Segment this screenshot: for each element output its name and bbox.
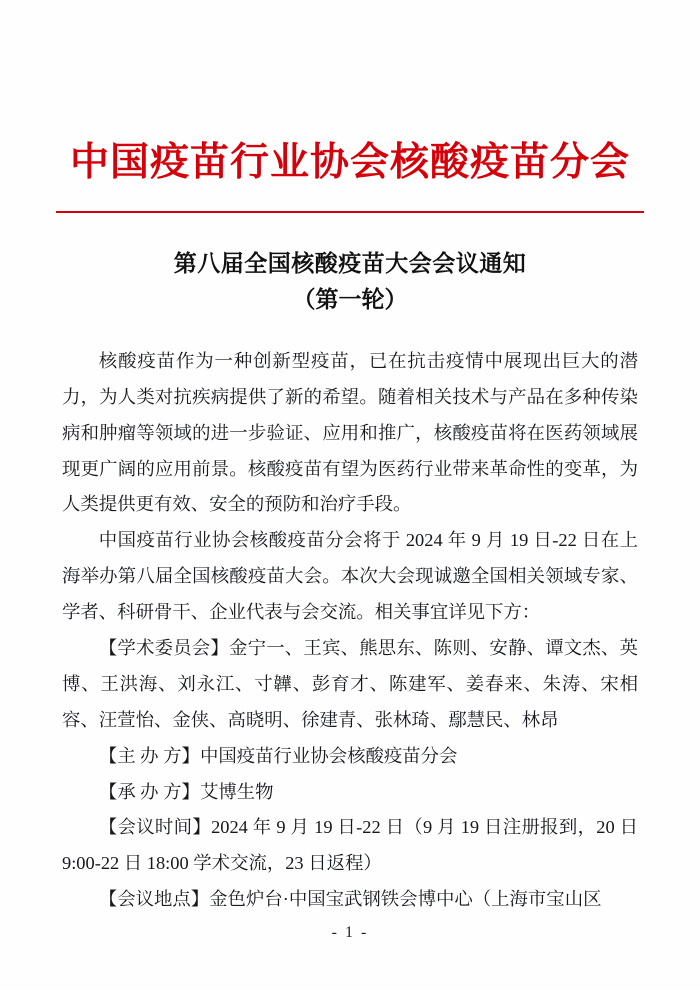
field-academic-committee <box>62 631 638 739</box>
field-value-co-organizer: 艾博生物 <box>199 781 274 802</box>
field-meeting-time <box>62 810 638 882</box>
field-value-meeting-venue: 金色炉台·中国宝武钢铁会博中心（上海市宝山区 <box>209 889 602 910</box>
page-subtitle: （第一轮） <box>292 287 408 313</box>
field-label-academic-committee: 【学术委员会】 <box>98 637 229 658</box>
letterhead-organization: 中国疫苗行业协会核酸疫苗分会 <box>69 139 630 185</box>
page-number: - 1 - <box>331 924 369 941</box>
field-value-meeting-time: 2024 年 9 月 19 日-22 日（9 月 19 日注册报到，20 日 9:00-22 日 18:00 学术交流，23 日返程） <box>62 817 638 874</box>
field-label-organizer: 【主 办 方】 <box>98 745 200 766</box>
field-value-academic-committee: 金宁一、王宾、熊思东、陈则、安静、谭文杰、英博、王洪海、刘永江、寸韡、彭育才、陈建军、姜春来、朱涛、宋相容、汪萱怡、金侠、高晓明、徐建青、张林琦、鄢慧民、林昂 <box>62 637 638 730</box>
field-label-meeting-venue: 【会议地点】 <box>98 889 210 910</box>
field-label-meeting-time: 【会议时间】 <box>98 817 212 838</box>
document-body <box>62 344 638 918</box>
intro-paragraph-1: 核酸疫苗作为一种创新型疫苗，已在抗击疫情中展现出巨大的潜力，为人类对抗疾病提供了新的希望。随着相关技术与产品在多种传染病和肿瘤等领域的进一步验证、应用和推广，核酸疫苗将在医药领域展现更广阔的应用前景。核酸疫苗有望为医药行业带来革命性的变革，为人类提供更有效、安全的预防和治疗手段。 <box>62 350 638 515</box>
intro-paragraph-2: 中国疫苗行业协会核酸疫苗分会将于 2024 年 9 月 19 日-22 日在上海举办第八届全国核酸疫苗大会。本次大会现诚邀全国相关领域专家、学者、科研骨干、企业代表与会交流。相关事宜详见下方： <box>62 530 638 623</box>
letterhead-divider <box>56 211 644 213</box>
page-title: 第八届全国核酸疫苗大会会议通知 <box>173 250 527 276</box>
field-value-organizer: 中国疫苗行业协会核酸疫苗分会 <box>199 745 458 766</box>
field-meeting-venue <box>62 882 638 918</box>
letterhead <box>56 0 644 213</box>
field-organizer <box>62 739 638 775</box>
field-label-co-organizer: 【承 办 方】 <box>98 781 200 802</box>
field-co-organizer <box>62 775 638 811</box>
